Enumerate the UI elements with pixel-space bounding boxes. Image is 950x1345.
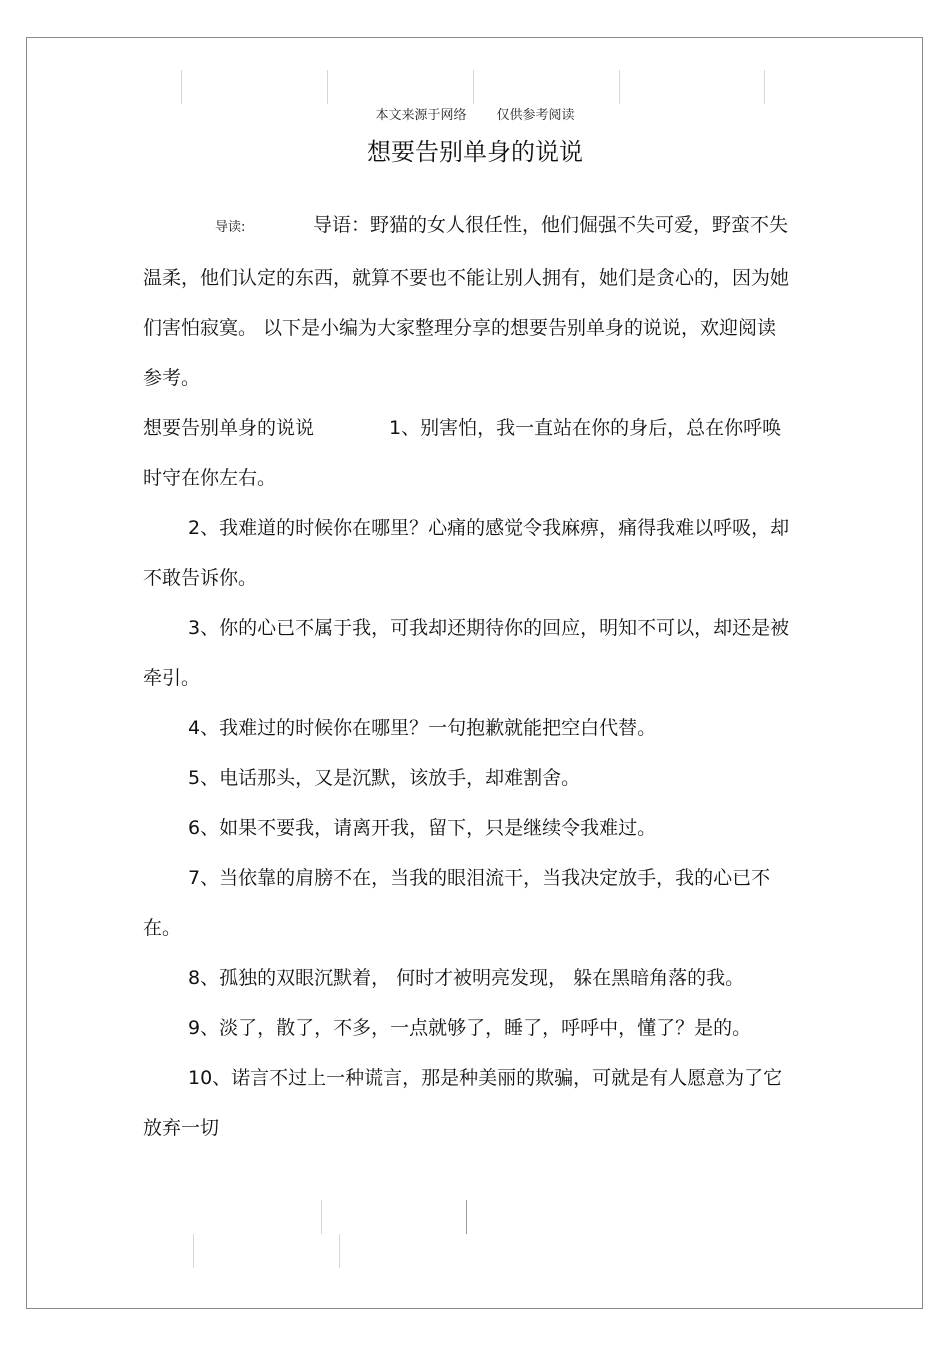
column-tick: [193, 1234, 194, 1268]
column-tick: [181, 70, 182, 104]
source-note-disclaimer: 仅供参考阅读: [496, 108, 575, 123]
list-item: 8、孤独的双眼沉默着， 何时才被明亮发现， 躲在黑暗角落的我。: [188, 967, 745, 989]
column-tick: [619, 70, 620, 104]
section-heading: 想要告别单身的说说: [143, 417, 315, 439]
column-tick: [339, 1234, 340, 1268]
list-item: 2、我难道的时候你在哪里？心痛的感觉令我麻痹，痛得我难以呼吸，却不敢告诉你。: [143, 517, 790, 589]
column-tick: [466, 1200, 467, 1234]
intro-text: 导语：野猫的女人很任性，他们倔强不失可爱，野蛮不失温柔，他们认定的东西，就算不要也不能让别人拥有，她们是贪心的，因为她们害怕寂寞。 以下是小编为大家整理分享的想要告别单身的说说，欢迎阅读参考。: [143, 214, 790, 389]
list-item: 3、你的心已不属于我，可我却还期待你的回应，明知不可以，却还是被牵引。: [143, 617, 790, 689]
intro-paragraph: [143, 200, 793, 403]
document-body: [143, 200, 793, 1153]
list-item: 1、别害怕，我一直站在你的身后，总在你呼唤时守在你左右。: [143, 417, 782, 489]
column-tick: [473, 70, 474, 104]
column-tick: [764, 70, 765, 104]
first-item-paragraph: [143, 403, 793, 503]
list-item: 7、当依靠的肩膀不在，当我的眼泪流干，当我决定放手，我的心已不在。: [143, 867, 771, 939]
list-item: 4、我难过的时候你在哪里？一句抱歉就能把空白代替。: [188, 717, 657, 739]
list-item: 6、如果不要我，请离开我，留下，只是继续令我难过。: [188, 817, 657, 839]
list-item: 10、诺言不过上一种谎言，那是种美丽的欺骗，可就是有人愿意为了它放弃一切: [143, 1067, 783, 1139]
list-item: 9、淡了，散了，不多，一点就够了，睡了，呼呼中，懂了？是的。: [188, 1017, 752, 1039]
list-item: 5、电话那头，又是沉默，该放手，却难割舍。: [188, 767, 581, 789]
source-note-origin: 本文来源于网络: [375, 108, 467, 123]
column-tick: [321, 1200, 322, 1234]
intro-label: 导读:: [215, 220, 246, 235]
column-tick: [327, 70, 328, 104]
source-note: [0, 104, 950, 123]
document-title: 想要告别单身的说说: [367, 138, 583, 166]
